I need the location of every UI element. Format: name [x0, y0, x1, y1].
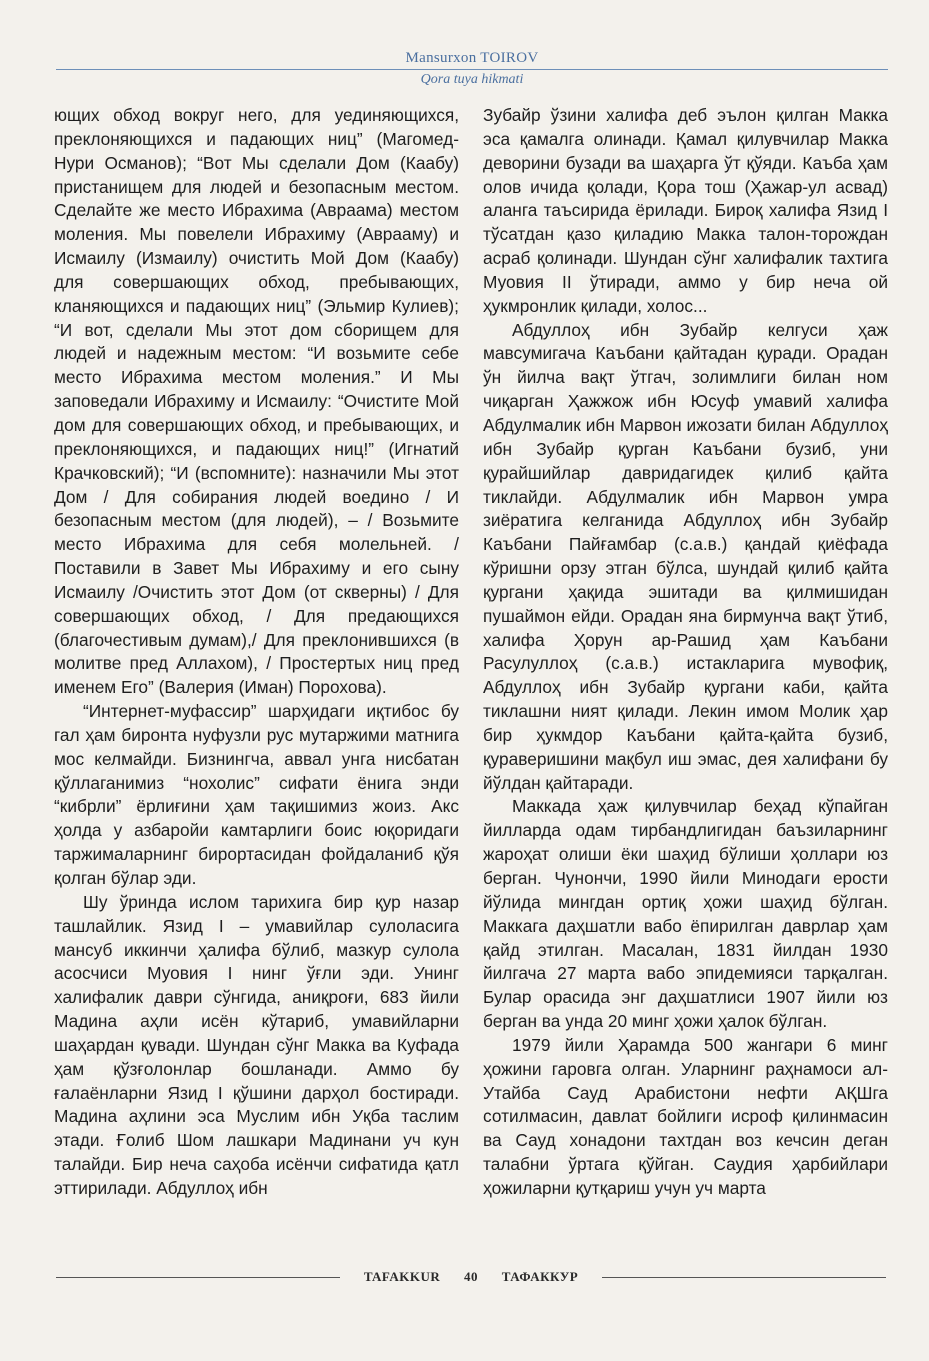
paragraph: ющих обход вокруг него, для уединяющихся, преклоняющихся и падающих ниц” (Магомед-Нури Османов); “Вот Мы сделали Дом (Каабу) пристанищем для людей и безопасным местом. Сделайте же место Ибрахима (Авраама) местом моления. Мы повелели Ибрахиму (Аврааму) и Исмаилу (Измаилу) очистить Мой Дом (Каабу) для совершающих обход, пребывающих, кланяющихся и падающих ниц” (Эльмир Кулиев); “И вот, сделали Мы этот дом сборищем для людей и надежным местом: “И возьмите себе место Ибрахима местом моления.” И Мы заповедали Ибрахиму и Исмаилу: “Очистите Мой дом для совершающих обход, и пребывающих, и преклоняющихся, и падающих ниц!” (Игнатий Крачковский); “И (вспомните): назначили Мы этот Дом / Для собирания людей воедино / И безопасным местом (для людей), – / Возьмите место Ибрахима для себя молельней. / Поставили в Завет Мы Ибрахиму и его сыну Исмаилу /Очистить этот Дом (от скверны) / Для совершающих обход, / Для предающихся (благочестивым думам),/ Для преклонившихся (в молитве пред Аллахом), / Простертых ниц пред именем Его” (Валерия (Иман) Порохова). [54, 105, 459, 698]
paragraph: 1979 йили Ҳарамда 500 жангари 6 минг ҳожини гаровга олган. Уларнинг раҳнамоси ал-Утайба Сауд Арабистони нефти АҚШга сотилмасин, давлат бойлиги исроф қилинмасин ва Сауд хонадони тахтдан воз кечсин деган талабни ўртага қўйган. Саудия ҳарбийлари ҳожиларни қутқариш учун уч марта [483, 1034, 888, 1198]
right-column [483, 104, 888, 1201]
paragraph: Абдуллоҳ ибн Зубайр келгуси ҳаж мавсумигача Каъбани қайтадан қуради. Орадан ўн йилча вақт ўтгач, золимлиги билан ном чиқарган Ҳажжож ибн Юсуф умавий халифа Абдулмалик ибн Марвон ижозати билан Абдуллоҳ ибн Зубайр қурган Каъбани бузиб, уни қурайшийлар давридагидек қилиб қайта тиклайди. Абдулмалик ибн Марвон умра зиёратига келганида Абдуллоҳ ибн Зубайр Каъбани Пайғамбар (с.а.в.) қандай қиёфада кўришни орзу этган бўлса, шундай қилиб қайта қургани ҳақида эшитади ва қилмишидан пушаймон ейди. Орадан яна бирмунча вақт ўтиб, халифа Ҳорун ар-Рашид ҳам Каъбани Расулуллоҳ (с.а.в.) истакларига мувофиқ, Абдуллоҳ ибн Зубайр қургани каби, қайта тиклашни ният қилади. Лекин имом Молик ҳар бир ҳукмдор Каъбани қайта-қайта бузиб, қураверишини мақбул иш эмас, дея халифани бу йўлдан қайтаради. [483, 319, 888, 793]
paragraph: Шу ўринда ислом тарихига бир қур назар ташлайлик. Язид I – умавийлар сулоласига мансуб иккинчи ҳалифа бўлиб, мазкур сулола асосчиси Муовия I нинг ўғли эди. Унинг халифалик даври сўнгида, аниқроғи, 683 йили Мадина аҳли исён кўтариб, умавийларни шаҳардан қувади. Шундан сўнг Макка ва Куфада ҳам қўзғолонлар бошланади. Аммо бу ғалаёнларни Язид I қўшини дарҳол бостиради. Мадина аҳлини эса Муслим ибн Уқба таслим этади. Ғолиб Шом лашкари Мадинани уч кун талайди. Бир неча саҳоба исёнчи сифатида қатл эттирилади. Абдуллоҳ ибн [54, 891, 459, 1198]
page-number: 40 [464, 1269, 479, 1284]
paragraph: Зубайр ўзини халифа деб эълон қилган Макка эса қамалга олинади. Қамал қилувчилар Макка деворини бузади ва шаҳарга ўт қўяди. Каъба ҳам олов ичида қолади, Қора тош (Ҳажар-ул асвад) аланга таъсирида ёрилади. Бироқ халифа Язид I тўсатдан қазо қиладию Макка талон-торождан асраб қолинади. Шундан сўнг халифалик тахтига Муовия II ўтиради, аммо у бир неча ой ҳукмронлик қилади, холос... [483, 105, 888, 316]
header-subtitle: Qora tuya hikmati [420, 72, 524, 87]
footer-journal-cyrillic: ТАФАККУР [501, 1269, 579, 1284]
left-column [54, 104, 459, 1201]
running-header [56, 48, 888, 89]
paragraph: “Интернет-муфассир” шарҳидаги иқтибос бу гал ҳам биронта нуфузли рус мутаржими матнига мос келмайди. Бизнингча, аввал унга нисбатан қўллаганимиз “нохолис” сифати ёнига энди “кибрли” ёрлиғини ҳам тақишимиз жоиз. Акс ҳолда у азбаройи камтарлиги боис юқоридаги таржималарнинг бирортасидан фойдаланиб қўя қолган бўлар эди. [54, 701, 459, 888]
header-author: Mansurxon TOIROV [405, 50, 539, 66]
header-rule [56, 69, 888, 70]
page-footer [56, 1266, 886, 1288]
footer-journal-latin: TAFAKKUR [363, 1269, 441, 1284]
footer-rule-right [602, 1277, 886, 1278]
paragraph: Маккада ҳаж қилувчилар беҳад кўпайган йилларда одам тирбандлигидан баъзиларнинг жароҳат олиши ёки шаҳид бўлиши ҳоллари юз берган. Чунончи, 1990 йили Минодаги ерости йўлида мингдан ортиқ ҳожи шаҳид бўлган. Маккага даҳшатли вабо ёпирилган даврлар ҳам қайд этилган. Масалан, 1831 йилдан 1930 йилгача 27 марта вабо эпидемияси тарқалган. Булар орасида энг даҳшатлиси 1907 йили юз берган ва унда 20 минг ҳожи ҳалок бўлган. [483, 796, 888, 1032]
footer-rule-left [56, 1277, 340, 1278]
footer-text [340, 1269, 602, 1285]
